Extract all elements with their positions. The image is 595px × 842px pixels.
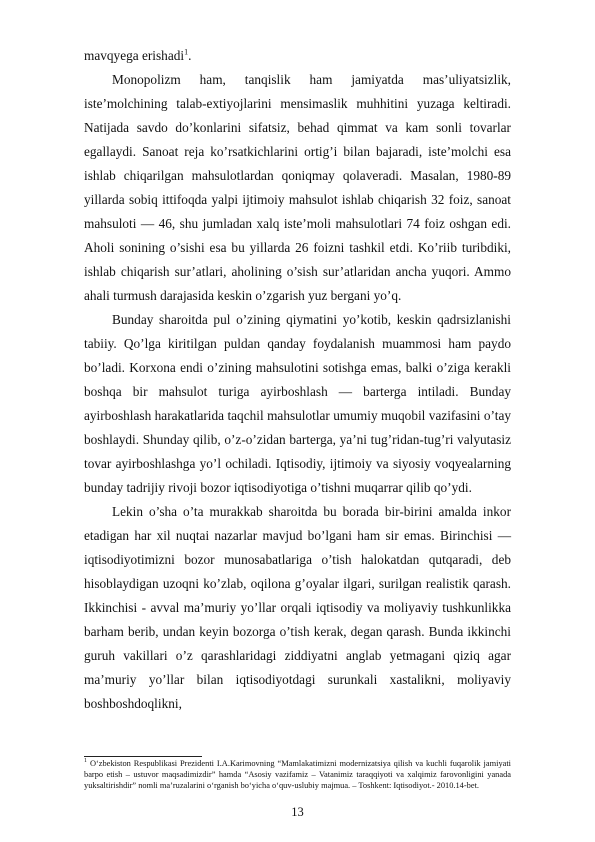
footnote-marker: 1 xyxy=(84,758,87,765)
paragraph: Bunday sharoitda pul o’zining qiymatini yo’kotib, keskin qadrsizlanishi tabiiy. Qo’lga kiritilgan puldan qanday foydalanish muammosi ham paydo bo’ladi. Korxona endi o’zining mahsulotini sotishga emas, balki o’ziga kerakli boshqa bir mahsulot turiga ayirboshlash — barterga intiladi. Bunday ayirboshlash harakatlarida taqchil mahsulotlar umumiy muqobil vazifasini o’tay boshlaydi. Shunday qilib, o’z-o’zidan barterga, ya’ni tug’ridan-tug’ri valyutasiz tovar ayirboshlashga yo’l ochiladi. Iqtisodiy, ijtimoiy va siyosiy voqyealarning bunday tadrijiy rivoji bozor iqtisodiyotiga o’tishni muqarrar qilib qo’ydi. xyxy=(84,312,511,495)
footnote xyxy=(84,759,511,791)
paragraph-text: mavqyega erishadi xyxy=(84,48,185,63)
paragraph: Lekin o’sha o’ta murakkab sharoitda bu borada bir-birini amalda inkor etadigan har xil nuqtai nazarlar mavjud bo’lgani ham sir emas. Birinchisi — iqtisodiyotimizni bozor munosabatlariga o’tish halokatdan qutqaradi, deb hisoblaydigan uzoqni ko’zlab, oqilona g’oyalar ilgari, surilgan realistik qarash. Ikkinchisi - avval ma’muriy yo’llar orqali iqtisodiy va moliyaviy tushkunlikka barham berib, undan keyin bozorga o’tish kerak, degan qarash. Bunda ikkinchi guruh vakillari o’z qarashlaridagi ziddiyatni anglab yetmagani qiziq agar ma’muriy yo’llar bilan iqtisodiyotdagi surunkali xastalikni, moliyaviy boshboshdoqlikni, xyxy=(84,504,511,711)
footnote-text: O‘zbekiston Respublikasi Prezidenti I.A.Karimovning “Mamlakatimizni modernizatsiya qilish va kuchli fuqarolik jamiyati barpo etish – ustuvor maqsadimizdir” hamda “Asosiy vazifamiz – Vatanimiz taraqqiyoti va xalqimiz farovonligini yanada yuksaltirishdir” nomli ma’ruzalarini o‘rganish bo‘yicha o‘quv-uslubiy majmua. – Toshkent: Iqtisodiyot.- 2010.14-bet. xyxy=(84,759,511,790)
body-text xyxy=(84,44,511,716)
footnote-reference: 1 xyxy=(184,47,189,57)
footnote-divider xyxy=(84,756,202,757)
page-number: 13 xyxy=(291,805,304,819)
paragraph: Monopolizm ham, tanqislik ham jamiyatda mas’uliyatsizlik, iste’molchining talab-extiyojlarini mensimaslik muhhitini yuzaga keltiradi. Natijada savdo do’konlarini sifatsiz, behad qimmat va kam sonli tovarlar egallaydi. Sanoat reja ko’rsatkichlarini ortig’i bilan bajaradi, iste’molchi esa ishlab chiqarilgan mahsulotlardan qoniqmay qolaveradi. Masalan, 1980-89 yillarda sobiq ittifoqda yalpi ijtimoiy mahsulot ishlab chiqarish 32 foiz, sanoat mahsuloti — 46, shu jumladan xalq iste’moli mahsulotlari 74 foiz oshgan edi. Aholi sonining o’sishi esa bu yillarda 26 foizni tashkil etdi. Ko’riib turibdiki, ishlab chiqarish sur’atlari, aholining o’sish sur’atlaridan ancha yuqori. Ammo ahali turmush darajasida keskin o’zgarish yuz bergani yo’q. xyxy=(84,72,511,303)
paragraph-continuation xyxy=(84,44,511,68)
paragraph-tail: . xyxy=(188,48,192,63)
